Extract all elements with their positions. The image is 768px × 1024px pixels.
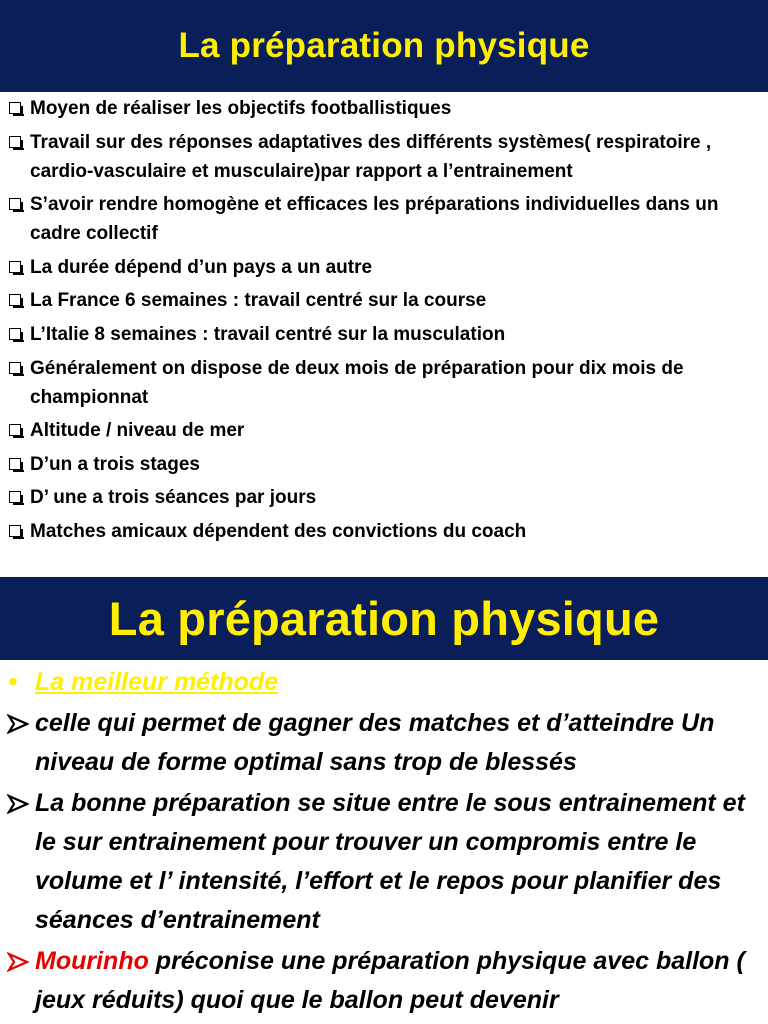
checkbox-bullet-icon <box>9 294 21 306</box>
slide2-content <box>0 662 768 1020</box>
slide-separator <box>0 553 768 577</box>
checkbox-bullet-icon <box>9 491 21 503</box>
checkbox-bullet-icon <box>9 424 21 436</box>
list-item: Moyen de réaliser les objectifs footballistiques <box>8 94 763 123</box>
arrow-bullet-icon <box>7 713 29 735</box>
list-item: La France 6 semaines : travail centré sur la course <box>8 286 763 315</box>
slide1-bullet-list <box>8 94 763 551</box>
list-item: Travail sur des réponses adaptatives des différents systèmes( respiratoire , cardio-vasculaire et musculaire)par rapport a l’entrainement <box>8 128 763 186</box>
arrow-bullet-icon <box>7 793 29 815</box>
checkbox-bullet-icon <box>9 458 21 470</box>
checkbox-bullet-icon <box>9 328 21 340</box>
checkbox-bullet-icon <box>9 198 21 210</box>
checkbox-bullet-icon <box>9 261 21 273</box>
list-item: D’un a trois stages <box>8 450 763 479</box>
slide1-title: La préparation physique <box>178 26 590 65</box>
bullet-dot-icon: • <box>8 666 18 697</box>
slide1-title-banner <box>0 0 768 92</box>
slide2-heading: La meilleur méthode <box>35 668 279 696</box>
slide2-paragraph-2: La bonne préparation se situe entre le sous entrainement et le sur entrainement pour trouver un compromis entre le volume et l’ intensité, l’effort et le repos pour planifier des séances d’entrainement <box>0 784 768 940</box>
list-item: La durée dépend d’un pays a un autre <box>8 253 763 282</box>
checkbox-bullet-icon <box>9 136 21 148</box>
slide2-paragraph-1: celle qui permet de gagner des matches et d’atteindre Un niveau de forme optimal sans trop de blessés <box>0 704 768 782</box>
slide2-title-banner <box>0 577 768 660</box>
highlight-name: Mourinho <box>35 947 149 975</box>
list-item: D’ une a trois séances par jours <box>8 483 763 512</box>
checkbox-bullet-icon <box>9 102 21 114</box>
slide2-paragraph-3: Mourinho préconise une préparation physique avec ballon ( jeux réduits) quoi que le ballon peut devenir <box>0 942 768 1020</box>
list-item: Généralement on dispose de deux mois de préparation pour dix mois de championnat <box>8 354 763 412</box>
list-item: S’avoir rendre homogène et efficaces les préparations individuelles dans un cadre collectif <box>8 190 763 248</box>
slide2-heading-row <box>0 662 768 702</box>
slide2-title: La préparation physique <box>108 592 660 645</box>
list-item: Matches amicaux dépendent des convictions du coach <box>8 517 763 546</box>
checkbox-bullet-icon <box>9 362 21 374</box>
list-item: L’Italie 8 semaines : travail centré sur la musculation <box>8 320 763 349</box>
list-item: Altitude / niveau de mer <box>8 416 763 445</box>
checkbox-bullet-icon <box>9 525 21 537</box>
arrow-bullet-icon <box>7 951 29 973</box>
